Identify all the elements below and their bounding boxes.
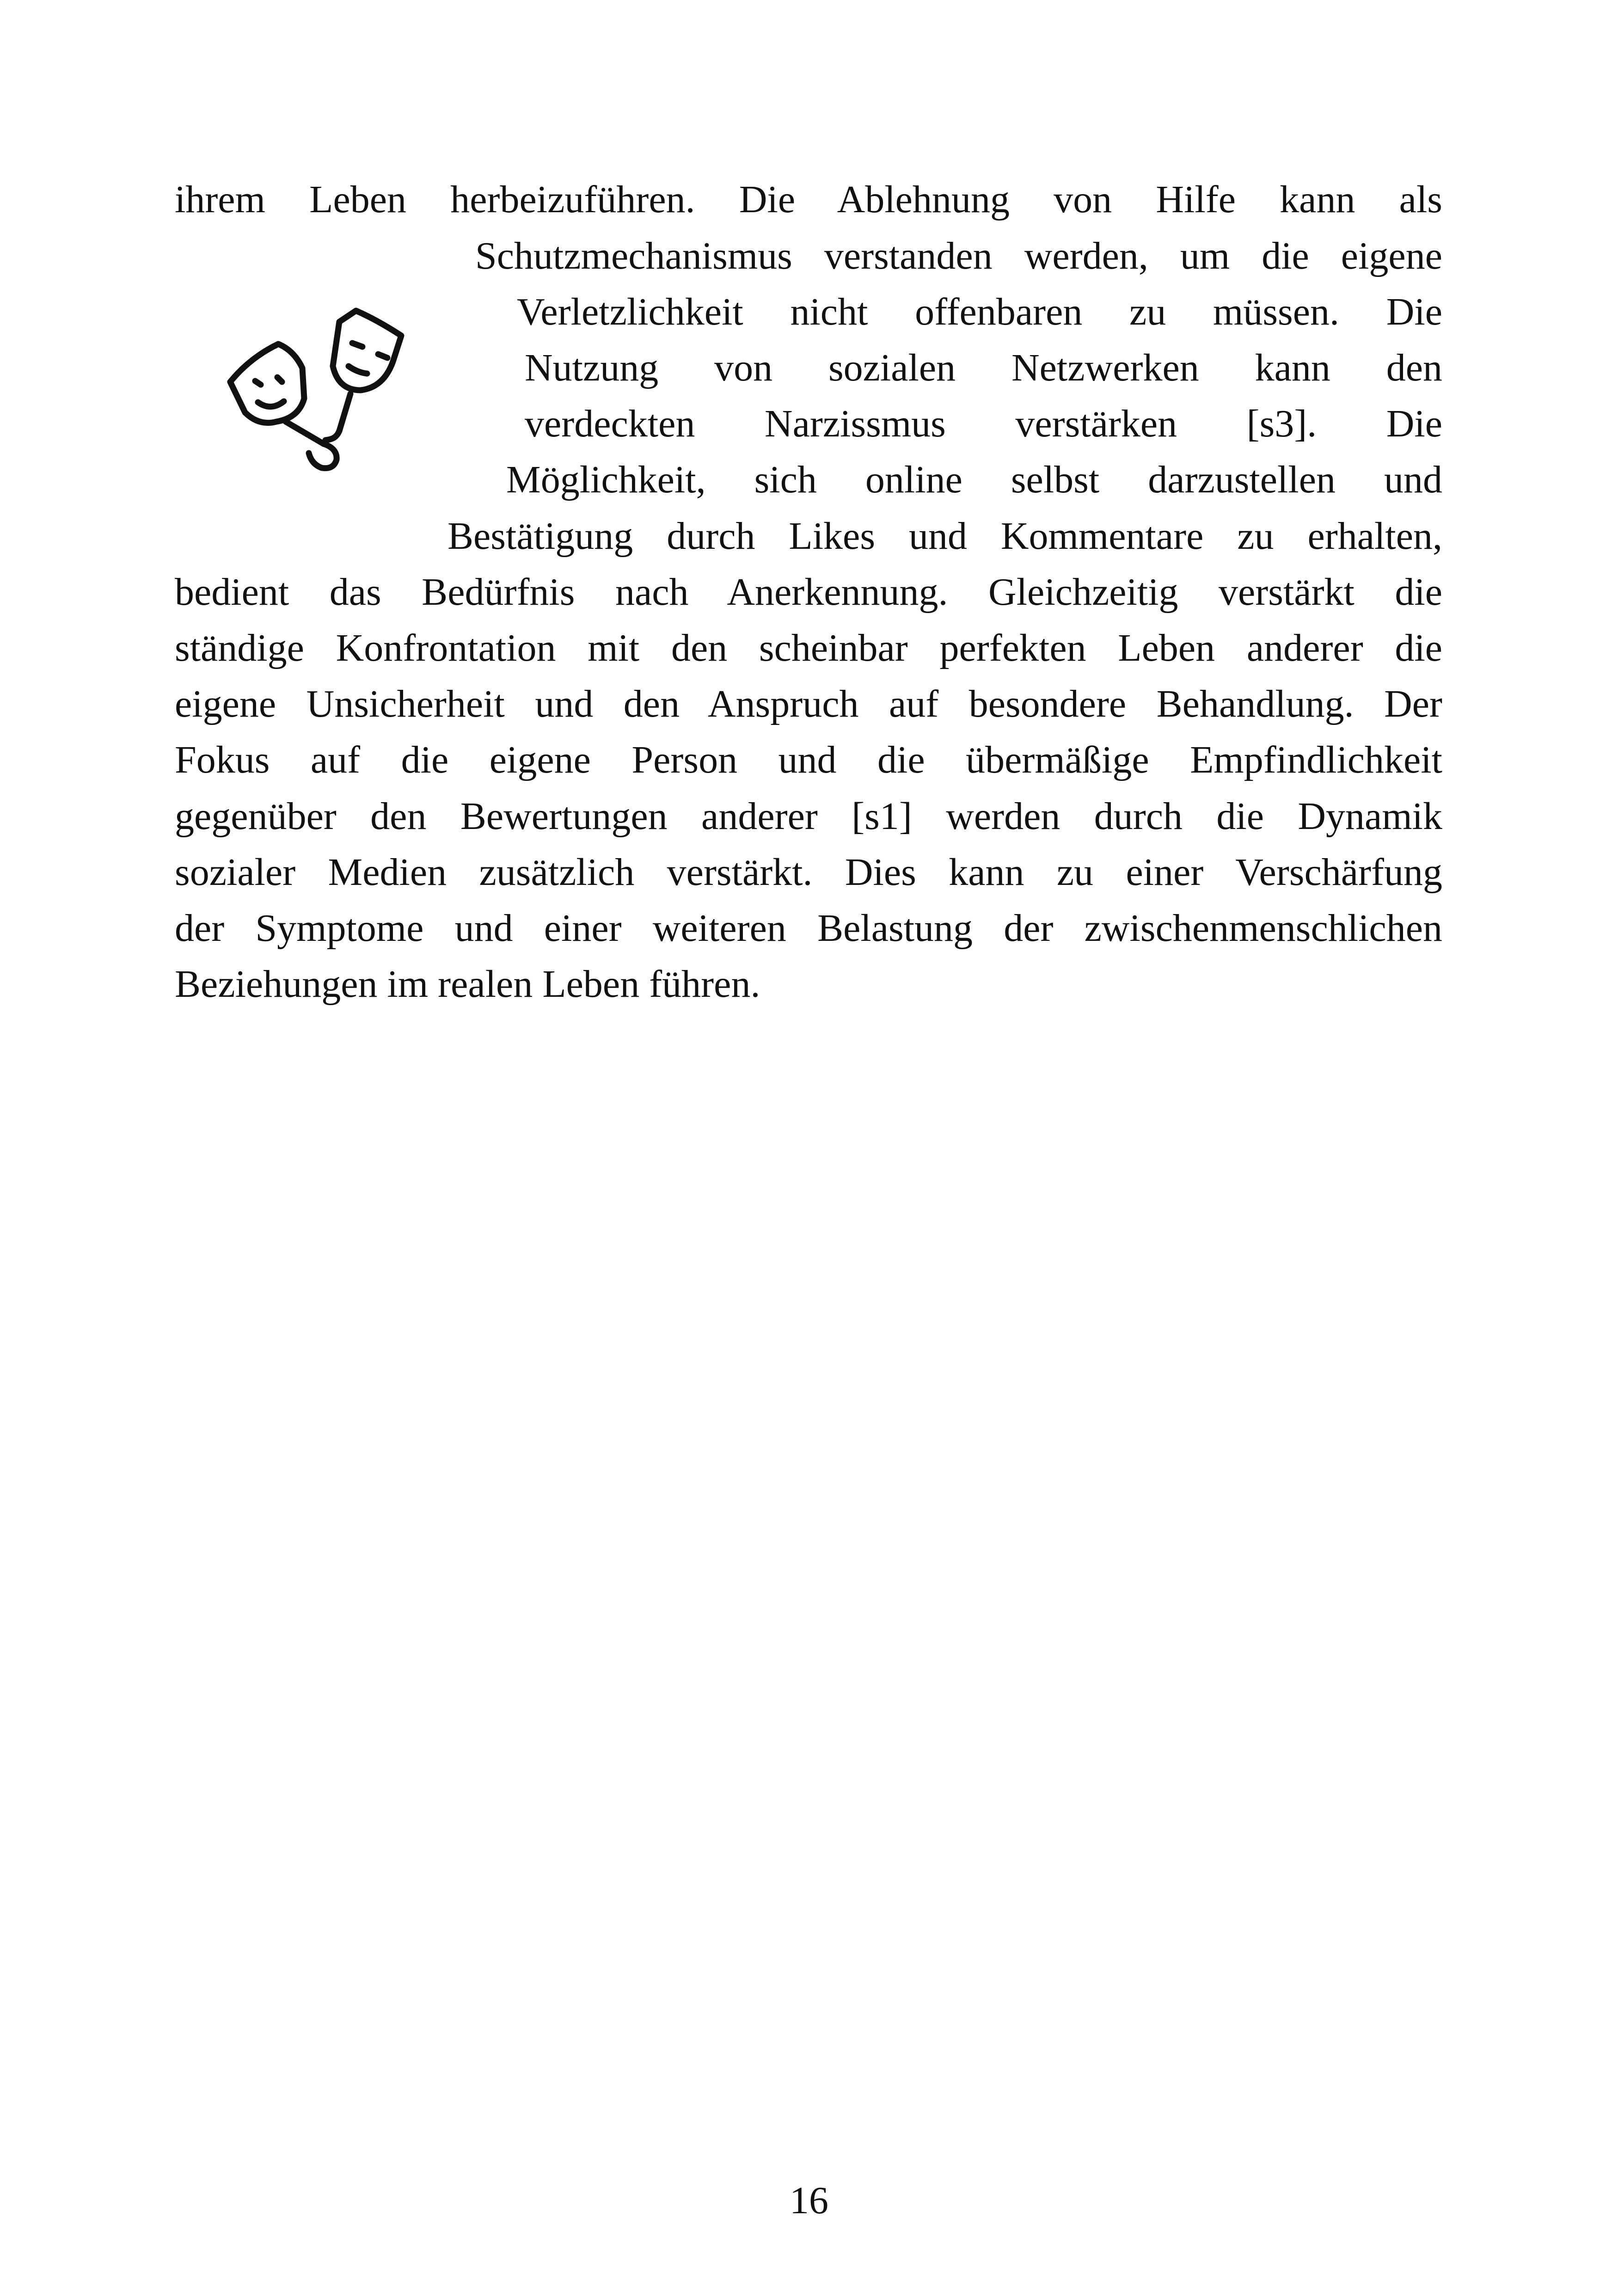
body-text-line: Fokus auf die eigene Person und die übermäßige Empfindlichkeit: [175, 738, 1442, 781]
body-text-line: Verletzlichkeit nicht offenbaren zu müssen. Die: [517, 290, 1442, 333]
body-text-line: Beziehungen im realen Leben führen.: [175, 963, 760, 1006]
body-text-line: ständige Konfrontation mit den scheinbar perfekten Leben anderer die: [175, 626, 1442, 669]
body-text-line: sozialer Medien zusätzlich verstärkt. Dies kann zu einer Verschärfung: [175, 851, 1442, 894]
body-text-line: Schutzmechanismus verstanden werden, um die eigene: [475, 234, 1442, 277]
body-text-line: ihrem Leben herbeizuführen. Die Ablehnung von Hilfe kann als: [175, 178, 1442, 221]
body-text-line: Bestätigung durch Likes und Kommentare zu erhalten,: [447, 515, 1442, 558]
body-text-line: Möglichkeit, sich online selbst darzustellen und: [506, 458, 1442, 501]
body-text-line: Nutzung von sozialen Netzwerken kann den: [525, 346, 1442, 389]
body-text-line: verdeckten Narzissmus verstärken [s3]. Die: [525, 402, 1442, 445]
body-text-line: eigene Unsicherheit und den Anspruch auf besondere Behandlung. Der: [175, 682, 1442, 725]
body-text-line: der Symptome und einer weiteren Belastung der zwischenmenschlichen: [175, 907, 1442, 950]
theater-masks-icon: [221, 296, 438, 472]
body-text-line: bedient das Bedürfnis nach Anerkennung. Gleichzeitig verstärkt die: [175, 571, 1442, 614]
body-text-line: gegenüber den Bewertungen anderer [s1] werden durch die Dynamik: [175, 795, 1442, 838]
page-number: 16: [790, 2179, 828, 2222]
